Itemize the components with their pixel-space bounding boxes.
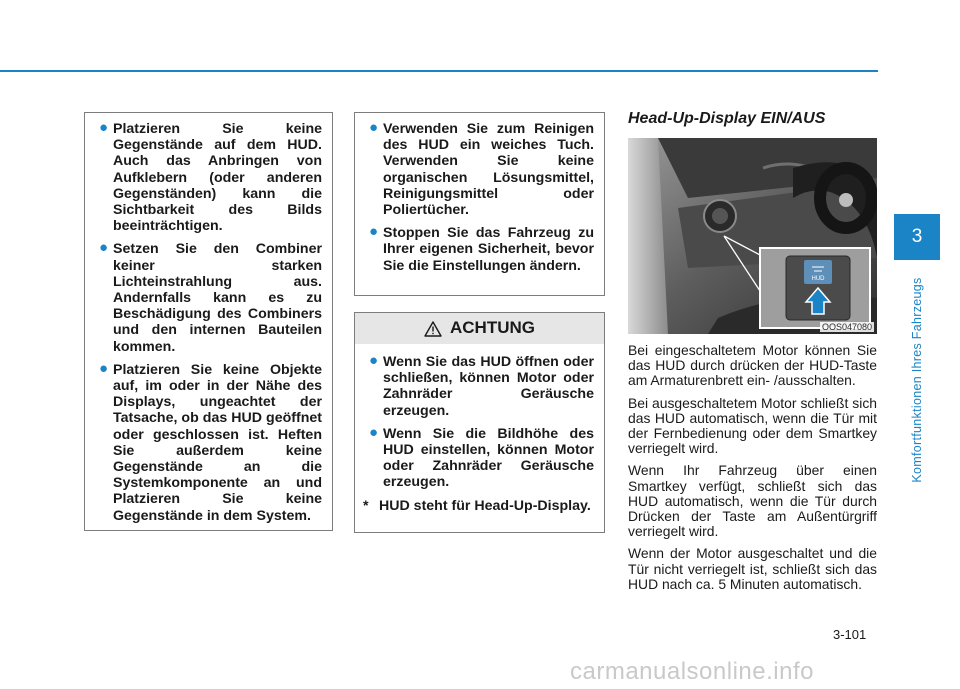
list-item: ● Stoppen Sie das Fahrzeug zu Ihrer eigenen Sicherheit, bevor Sie die Einstellungen ändern. — [369, 223, 594, 274]
caution-box-middle — [354, 112, 605, 296]
caution-box-left — [84, 112, 333, 531]
page-number: 3-101 — [833, 627, 867, 642]
paragraph: Wenn der Motor ausgeschaltet und die Tür nicht verriegelt ist, schließt sich das HUD nach ca. 5 Minuten automatisch. — [628, 545, 877, 592]
dashboard-illustration — [628, 138, 877, 334]
paragraph: Bei eingeschaltetem Motor können Sie das HUD durch drücken der HUD-Taste am Armaturenbrett ein- /ausschalten. — [628, 342, 877, 389]
warning-box — [354, 312, 605, 533]
footnote-mark: * — [363, 497, 369, 514]
footnote — [363, 498, 594, 514]
section-body — [628, 343, 877, 599]
list-item: ● Platzieren Sie keine Objekte auf, im oder in der Nähe des Displays, ungeachtet der Tatsache, ob das HUD geöffnet oder geschlossen ist. Heften Sie außerdem keine Gegenstände an die Systemkomponente an und Platzieren Sie keine Gegenstände in dem System. — [99, 359, 322, 524]
warning-title: ACHTUNG — [450, 318, 535, 338]
bullet-icon: ● — [99, 359, 109, 377]
list-item: ● Wenn Sie die Bildhöhe des HUD einstellen, können Motor oder Zahnräder Geräusche erzeugen. — [369, 423, 594, 491]
section-title: Head-Up-Display EIN/AUS — [628, 110, 826, 127]
paragraph: Bei ausgeschaltetem Motor schließt sich das HUD automatisch, wenn die Tür mit der Fernbedienung oder dem Smartkey verriegelt wird. — [628, 394, 877, 457]
image-code: OOS047080 — [821, 322, 872, 332]
list-item: ● Platzieren Sie keine Gegenstände auf dem HUD. Auch das Anbringen von Aufklebern (oder anderen Gegenständen) kann die Sichtbarkeit des Bilds beeinträchtigen. — [99, 119, 322, 235]
chapter-title: Komfortfunktionen Ihres Fahrzeugs — [910, 277, 924, 483]
warning-header — [355, 313, 604, 344]
list-item: ● Verwenden Sie zum Reinigen des HUD ein weiches Tuch. Verwenden Sie keine organischen Lösungsmittel, Reinigungsmittel oder Poliertücher. — [369, 119, 594, 219]
warning-triangle-icon — [424, 321, 442, 337]
header-rule — [0, 70, 878, 72]
bullet-icon: ● — [369, 119, 379, 136]
bullet-icon: ● — [369, 423, 379, 441]
watermark: carmanualsonline.info — [570, 658, 814, 685]
paragraph: Wenn Ihr Fahrzeug über einen Smartkey verfügt, schließt sich das HUD automatisch, wenn die Tür durch Drücken der Taste am Außentürgriff verriegelt wird. — [628, 462, 877, 540]
hud-button-photo — [628, 138, 877, 334]
hud-button-label: HUD — [811, 276, 825, 282]
caution-list-middle — [363, 121, 594, 274]
warning-list — [363, 354, 594, 491]
footnote-text: HUD steht für Head-Up-Display. — [379, 497, 591, 514]
list-item: ● Wenn Sie das HUD öffnen oder schließen, können Motor oder Zahnräder Geräusche erzeugen. — [369, 352, 594, 419]
caution-list-left — [93, 121, 322, 524]
bullet-icon: ● — [99, 119, 109, 136]
list-item: ● Setzen Sie den Combiner keiner starken Lichteinstrahlung aus. Andernfalls kann es zu Beschädigung des Combiners und den internen Bauteilen kommen. — [99, 239, 322, 355]
bullet-icon: ● — [369, 352, 379, 369]
warning-body — [355, 344, 604, 514]
chapter-number: 3 — [911, 226, 923, 247]
bullet-icon: ● — [369, 223, 379, 241]
bullet-icon: ● — [99, 239, 109, 257]
